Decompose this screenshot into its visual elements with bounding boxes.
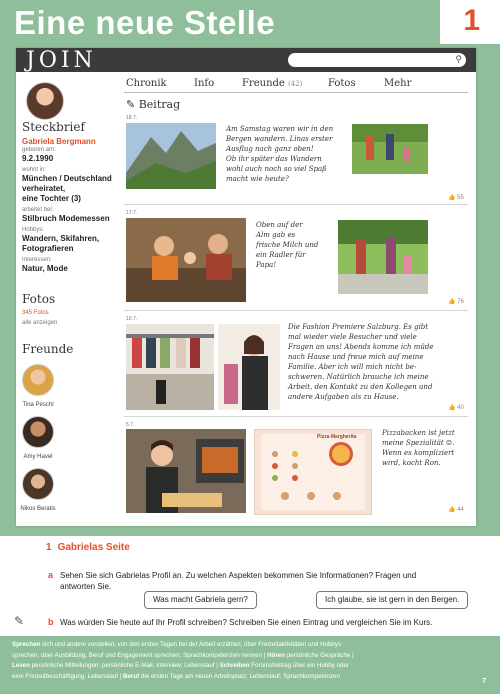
post-text-line: schweren. Natürlich brauche ich meine	[288, 373, 429, 381]
footer-bold: Sprechen	[12, 641, 41, 648]
like-count[interactable]	[448, 404, 464, 411]
footer-band	[0, 636, 500, 694]
status-value: verheiratet,	[22, 184, 66, 193]
pencil-icon: ✎	[126, 98, 136, 111]
post-text	[288, 322, 434, 402]
work-value: Stilbruch Modemessen	[22, 214, 110, 223]
steckbrief-title: Steckbrief	[22, 120, 85, 134]
post-divider	[124, 204, 468, 205]
children-value: eine Tochter (3)	[22, 194, 81, 203]
post-text	[226, 124, 333, 184]
exercise-a-text-1: Sehen Sie sich Gabrielas Profil an. Zu welchen Aspekten bekommen Sie Informationen? Fragen und	[60, 571, 417, 580]
post-text-line: Familie. Aber ich will mich nicht be-	[288, 363, 417, 371]
profile-topbar	[16, 48, 476, 72]
family-walk-photo	[338, 220, 428, 294]
post-text-line: Bergen wandern. Linas erster	[226, 135, 333, 143]
thumb-icon: 👍	[448, 299, 456, 305]
fotos-title: Fotos	[22, 292, 56, 306]
post-date: 17.7.	[126, 210, 138, 216]
friend-name[interactable]: Amy Havel	[23, 454, 53, 460]
tab-info[interactable]: Info	[194, 78, 215, 89]
footer-bold: Beruf	[123, 672, 140, 680]
footer-text: persönliche Gespräche |	[285, 651, 354, 659]
alm-photo	[126, 218, 246, 302]
profile-card	[16, 48, 476, 526]
search-icon[interactable]: ⚲	[455, 54, 462, 64]
footer-bold: Schreiben	[219, 662, 250, 669]
hobbies-label: Hobbys:	[22, 227, 45, 233]
post-text-line: Fragen an uns! Abends komme ich müde	[288, 343, 434, 351]
post-text-line: Oben auf der	[256, 221, 303, 229]
nav-divider	[124, 92, 468, 93]
interests-label: Interessen:	[22, 257, 52, 263]
exercise-number: 1	[46, 542, 52, 553]
search-input[interactable]	[288, 53, 466, 67]
post-text-line: Wenn es kompliziert	[382, 449, 455, 457]
friend-avatar[interactable]	[22, 416, 54, 448]
like-count[interactable]	[448, 506, 464, 513]
friend-avatar[interactable]	[22, 468, 54, 500]
tab-mehr[interactable]: Mehr	[384, 78, 412, 89]
pizza-baking-photo	[126, 429, 246, 513]
footer-text: die ersten Tage am neuen Arbeitsplatz; Lebenslauf; Sprachkompetenzen	[139, 672, 340, 680]
post-text-line: Arbeit, den Kontakt zu den Kollegen und	[288, 383, 433, 391]
tab-chronik[interactable]: Chronik	[126, 78, 167, 89]
post-text-line: Ob ihr später das Wandern	[226, 155, 322, 163]
gabriela-at-fair-photo	[218, 324, 280, 410]
friend-avatar[interactable]	[22, 364, 54, 396]
chapter-title: Eine neue Stelle	[14, 4, 276, 41]
like-count-value: 44	[457, 507, 464, 513]
post-text	[256, 220, 318, 270]
tab-fotos[interactable]: Fotos	[328, 78, 356, 89]
profile-avatar[interactable]	[26, 82, 64, 120]
friend-name[interactable]: Tina Peschl	[22, 402, 54, 408]
beitrag-title[interactable]	[126, 98, 180, 111]
footer-text: sprechen; über Ausbildung, Beruf und Engagement sprechen; Sprachkompetenzen nennen |	[12, 651, 268, 659]
post-text-line: Pizzabacken ist jetzt	[382, 429, 455, 437]
footer-line	[12, 661, 464, 672]
speech-bubble-question: Was macht Gabriela gern?	[144, 591, 257, 609]
profile-name[interactable]: Gabriela Bergmann	[22, 137, 96, 146]
family-hiking-photo	[352, 124, 428, 174]
like-count-value: 76	[457, 299, 464, 305]
exercise-a-letter: a	[48, 570, 54, 580]
post-text-line: andere Aufgaben als zu Hause.	[288, 393, 399, 401]
footer-learning-goals	[12, 640, 464, 682]
exercise-b-text: Was würden Sie heute auf Ihr Profil schreiben? Schreiben Sie einen Eintrag und vergleichen Sie im Kurs.	[60, 618, 433, 627]
lives-label: wohnt in:	[22, 167, 47, 173]
fashion-fair-photo	[126, 324, 214, 410]
page-number: 7	[482, 678, 486, 685]
work-label: arbeitet bei:	[22, 207, 54, 213]
exercise-b-letter: b	[48, 617, 54, 627]
footer-bold: Hören	[267, 651, 286, 659]
mountain-photo	[126, 123, 216, 189]
tab-freunde[interactable]	[242, 78, 302, 89]
footer-line	[12, 651, 464, 662]
footer-bold: Lesen	[12, 662, 30, 669]
fotos-show-all-link[interactable]: alle anzeigen	[22, 320, 58, 326]
interests-value: Natur, Mode	[22, 264, 68, 273]
post-text-line: mal wieder viele Besucher und viele	[288, 333, 417, 341]
exercise-heading	[46, 542, 130, 553]
beitrag-label: Beitrag	[138, 98, 181, 111]
freunde-title: Freunde	[22, 342, 74, 356]
exercise-a-text-2: antworten Sie.	[60, 582, 112, 591]
thumb-icon: 👍	[448, 405, 456, 411]
post-text-line: frische Milch und	[256, 241, 319, 249]
footer-text: eine Freizeitbeschäftigung; Lebenslauf |	[12, 672, 123, 680]
lives-value: München / Deutschland	[22, 174, 112, 183]
post-text-line: meine Spezialität ☺.	[382, 439, 455, 447]
hobbies-value-1: Wandern, Skifahren,	[22, 234, 100, 243]
thumb-icon: 👍	[448, 507, 456, 513]
post-text-line: Papa!	[256, 261, 277, 269]
friend-name[interactable]: Nikos Beratis	[20, 506, 56, 512]
post-text-line: macht wie heute?	[226, 175, 289, 183]
post-text	[382, 428, 455, 468]
hobbies-value-2: Fotografieren	[22, 244, 74, 253]
recipe-title: Pizza Margherita	[317, 434, 357, 440]
post-text-line: Die Fashion Premiere Salzburg. Es gibt	[288, 323, 429, 331]
post-divider	[124, 310, 468, 311]
born-value: 9.2.1990	[22, 154, 54, 163]
post-date: 10.7.	[126, 316, 138, 322]
post-text-line: Alm gab es	[256, 231, 296, 239]
chapter-number: 1	[463, 4, 480, 37]
footer-text: persönliche Mitteilungen; persönliche E-Mail; Interview; Lebenslauf |	[29, 662, 220, 669]
pencil-icon: ✎	[14, 614, 25, 628]
like-count-value: 55	[457, 195, 464, 201]
fotos-count[interactable]: 345 Fotos	[22, 310, 49, 316]
tab-freunde-label: Freunde	[242, 78, 285, 89]
footer-line	[12, 640, 464, 651]
footer-text: sich und andere vorstellen; von den ersten Tagen bei der Arbeit erzählen; über Freizeitaktivitäten und Hobbys	[40, 641, 342, 648]
post-text-line: Ausflug nach ganz oben!	[226, 145, 314, 153]
exercise-title: Gabrielas Seite	[57, 542, 130, 553]
post-text-line: nach Hause und freue mich auf meine	[288, 353, 424, 361]
born-label: geboren am:	[22, 147, 56, 153]
post-text-line: wird, kocht Ron.	[382, 459, 441, 467]
like-count-value: 40	[457, 405, 464, 411]
speech-bubble-answer: Ich glaube, sie ist gern in den Bergen.	[316, 591, 468, 609]
post-date: 18.7.	[126, 115, 138, 121]
post-text-line: wohl auch noch so viel Spaß	[226, 165, 327, 173]
chapter-number-box	[440, 0, 500, 44]
like-count[interactable]	[448, 298, 464, 305]
thumb-icon: 👍	[448, 195, 456, 201]
tab-freunde-count: (42)	[288, 80, 303, 88]
post-text-line: Am Samstag waren wir in den	[226, 125, 334, 133]
post-text-line: ein Radler für	[256, 251, 306, 259]
like-count[interactable]	[448, 194, 464, 201]
post-divider	[124, 416, 468, 417]
footer-text: Forumsbeitrag über ein Hobby oder	[249, 662, 349, 669]
join-logo: JOIN	[26, 48, 97, 73]
post-date: 5.7.	[126, 422, 135, 428]
footer-line	[12, 672, 464, 683]
pizza-recipe-card	[254, 429, 372, 515]
